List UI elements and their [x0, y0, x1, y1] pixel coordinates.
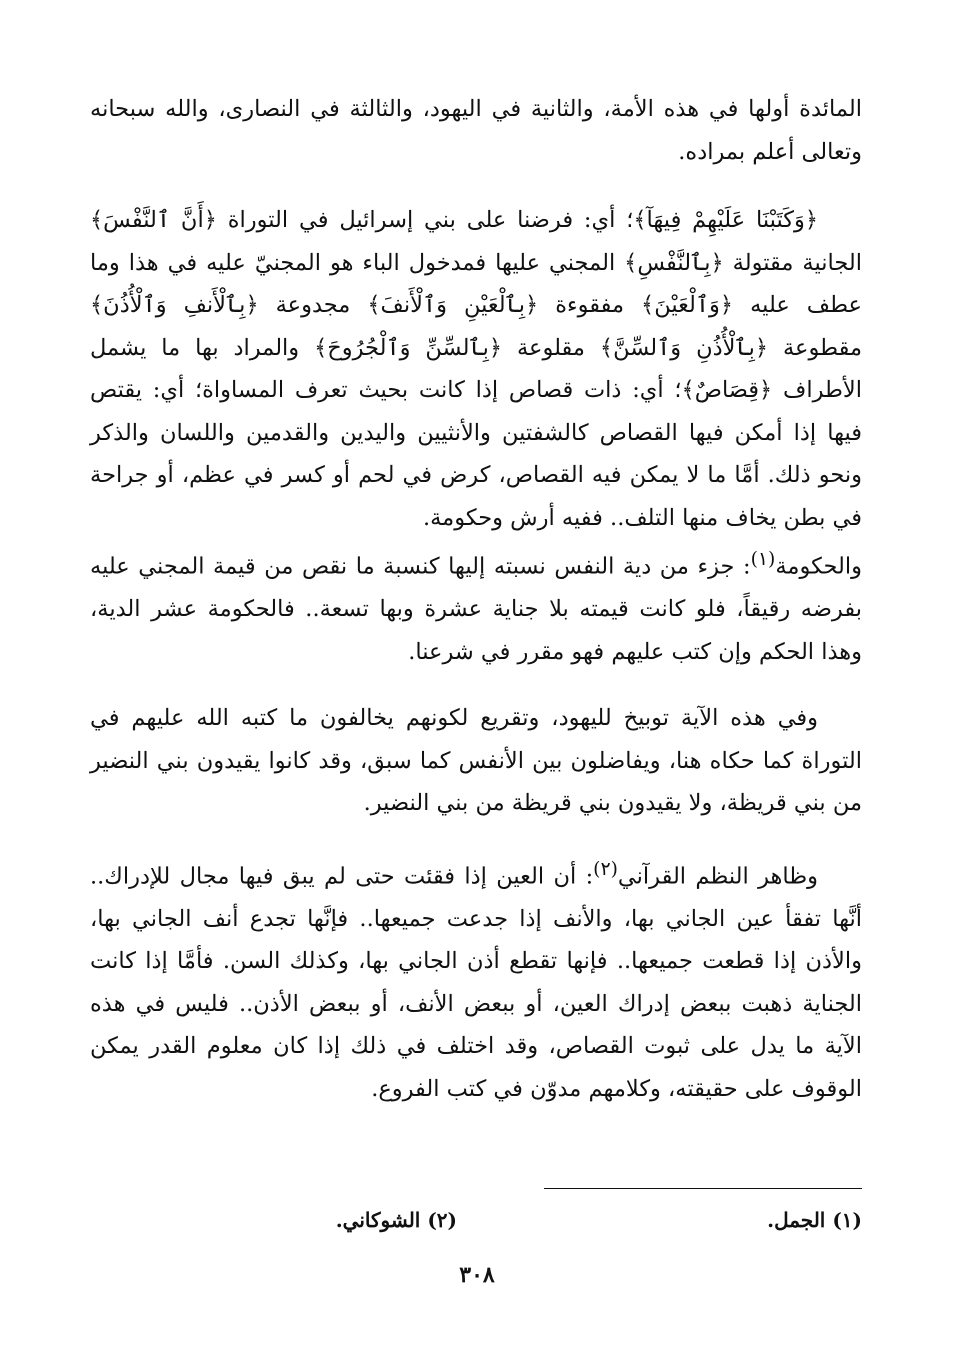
main-text	[90, 88, 862, 1110]
paragraph-gap	[90, 173, 862, 199]
paragraph-3-body: : جزء من دية النفس نسبته إليها كنسبة ما نقص من قيمة المجني عليه بفرضه رقيقاً، فلو كانت قيمته بلا جناية عشرة وبها تسعة.. فالحكومة عشر الدية، وهذا الحكم وإن كتب عليهم فهو مقرر في شرعنا.	[90, 553, 862, 665]
footnote-2-text: الشوكاني.	[335, 1208, 421, 1232]
footnote-reference-2: (٢)	[593, 858, 618, 880]
footnote-separator	[544, 1188, 862, 1189]
paragraph-5-lead: وظاهر النظم القرآني	[617, 863, 818, 889]
footnote-1	[767, 1204, 862, 1236]
paragraph-1: المائدة أولها في هذه الأمة، والثانية في اليهود، والثالثة في النصارى، والله سبحانه وتعالى أعلم بمراده.	[90, 96, 862, 165]
paragraph-2-verse-commentary: ﴿وَكَتَبْنَا عَلَيْهِمْ فِيهَآ﴾؛ أي: فرضنا على بني إسرائيل في التوراة ﴿أَنَّ ٱلنَّفْسَ﴾ الجانية مقتولة ﴿بِٱلنَّفْسِ﴾ المجني عليها فمدخول الباء هو المجنيّ عليه في هذا وما عطف عليه ﴿وَٱلْعَيْنَ﴾ مفقوءة ﴿بِٱلْعَيْنِ وَٱلْأَنفَ﴾ مجدوعة ﴿بِٱلْأَنفِ وَٱلْأُذُنَ﴾ مقطوعة ﴿بِٱلْأُذُنِ وَٱلسِّنَّ﴾ مقلوعة ﴿بِٱلسِّنِّ وَٱلْجُرُوحَ﴾ والمراد بها ما يشمل الأطراف ﴿قِصَاصٌ﴾؛ أي: ذات قصاص إذا كانت بحيث تعرف المساواة؛ أي: يقتص فيها إذا أمكن فيها القصاص كالشفتين والأنثيين واليدين والقدمين واللسان والذكر ونحو ذلك. أمَّا ما لا يمكن فيه القصاص، كرض في لحم أو كسر في عظم، أو جراحة في بطن يخاف منها التلف.. ففيه أرش وحكومة.	[90, 207, 862, 531]
paragraph-gap	[90, 825, 862, 849]
paragraph-5	[90, 849, 862, 1111]
paragraph-3-hukuma	[90, 539, 862, 673]
paragraph-4: وفي هذه الآية توبيخ لليهود، وتقريع لكونهم يخالفون ما كتبه الله عليهم في التوراة كما حكاه هنا، ويفاضلون بين الأنفس كما سبق، وقد كانوا يقيدون بني النضير من بني قريظة، ولا يقيدون بني قريظة من بني النضير.	[90, 705, 862, 816]
paragraph-5-body: : أن العين إذا فقئت حتى لم يبق فيها مجال للإدراك.. أنَّها تفقأ عين الجاني بها، والأنف إذا جدعت جميعها.. فإنَّها تجدع أنف الجاني بها، والأذن إذا قطعت جميعها.. فإنها تقطع أذن الجاني بها، وكذلك السن. فأمَّا إذا كانت الجناية ذهبت ببعض إدراك العين، أو ببعض الأنف، أو ببعض الأذن.. فليس في هذه الآية ما يدل على ثبوت القصاص، وقد اختلف في ذلك إذا كان معلوم القدر يمكن الوقوف على حقيقته، وكلامهم مدوّن في كتب الفروع.	[90, 863, 862, 1102]
paragraph-3-lead: والحكومة	[775, 553, 862, 580]
footnote-1-marker: (١)	[832, 1208, 862, 1232]
footnote-2-marker: (٢)	[427, 1208, 457, 1232]
footnote-2	[336, 1204, 457, 1236]
footnote-reference-1: (١)	[750, 549, 776, 570]
footnote-1-text: الجمل.	[767, 1208, 826, 1232]
paragraph-gap	[90, 673, 862, 697]
page-number: ٣٠٨	[459, 1262, 495, 1288]
